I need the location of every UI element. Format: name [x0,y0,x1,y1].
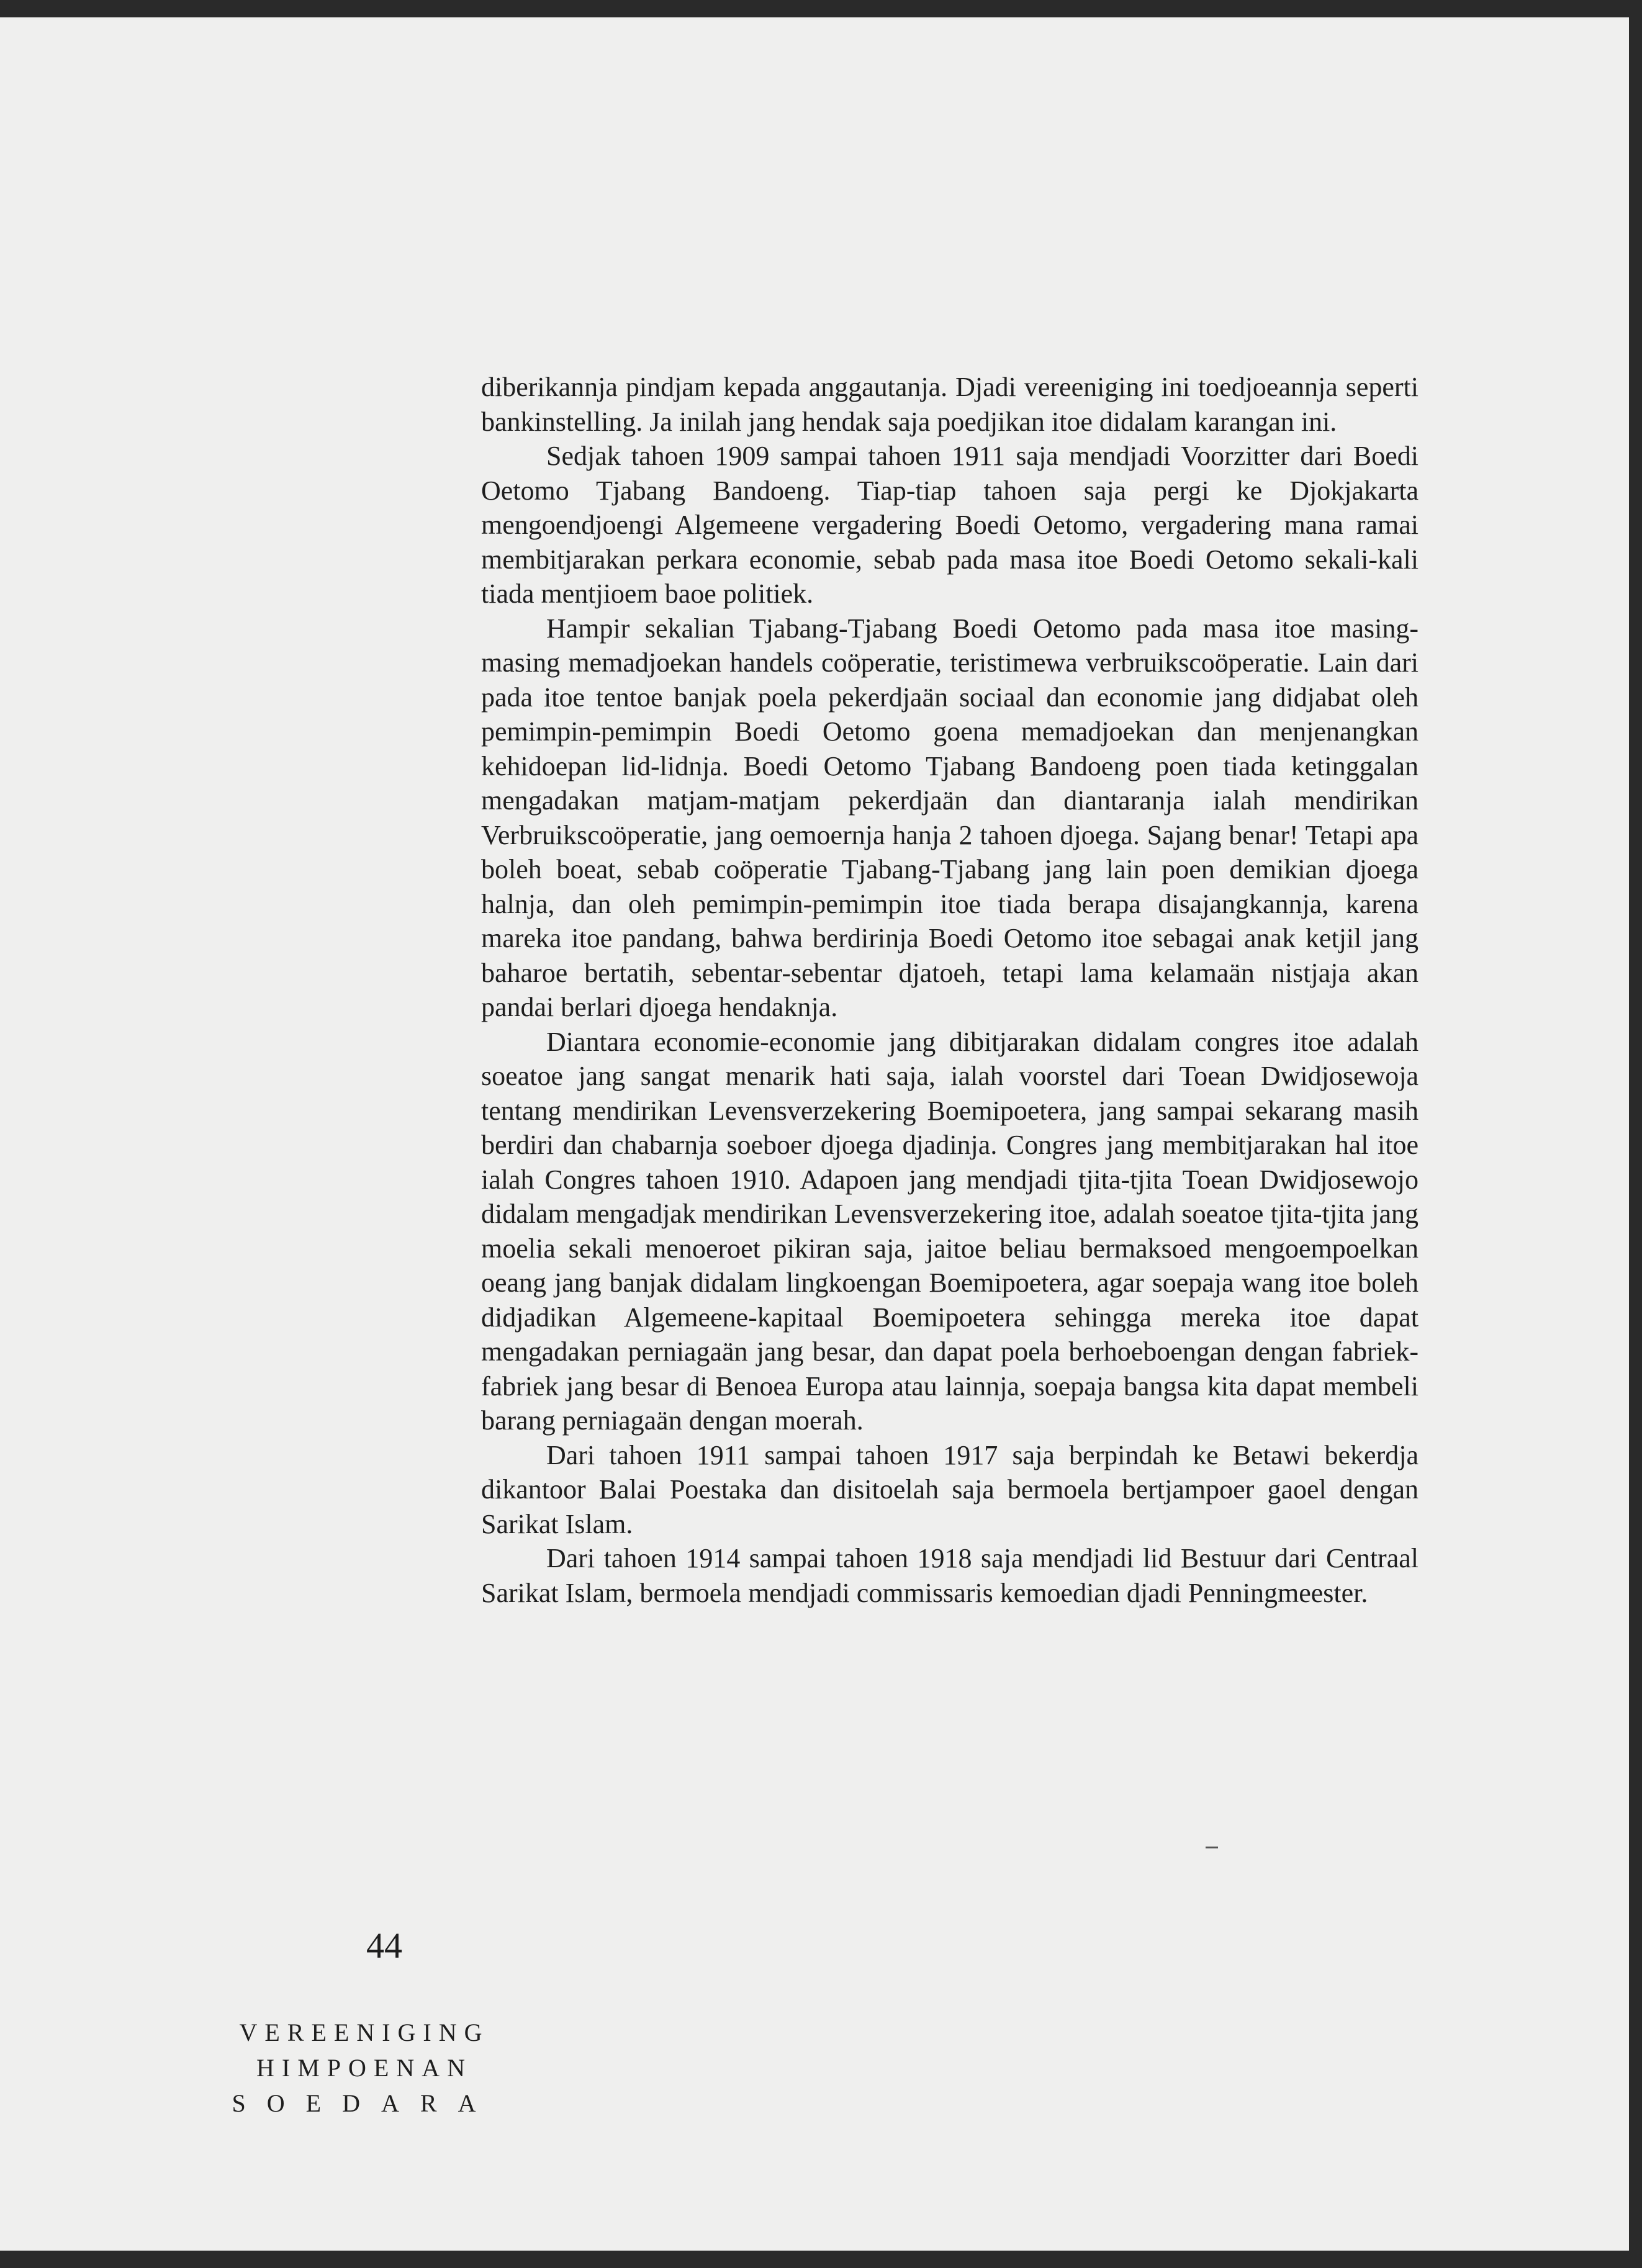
page-number: 44 [366,1925,402,1966]
paragraph: Sedjak tahoen 1909 sampai tahoen 1911 saja mendjadi Voorzitter dari Boedi Oetomo Tjabang Bandoeng. Tiap-tiap tahoen saja pergi ke Djokjakarta mengoendjoengi Algemeene vergadering Boedi Oetomo, vergadering mana ramai membitjarakan perkara economie, sebab pada masa itoe Boedi Oetomo sekali-kali tiada mentjioem baoe politiek. [481,441,1419,609]
body-text [481,370,1419,1610]
paragraph: Diantara economie-economie jang dibitjarakan didalam congres itoe adalah soeatoe jang sangat menarik hati saja, ialah voorstel dari Toean Dwidjosewoja tentang mendirikan Levensverzekering Boemipoetera, jang sampai sekarang masih berdiri dan chabarnja soeboer djoega djadinja. Congres jang membitjarakan hal itoe ialah Congres tahoen 1910. Adapoen jang mendjadi tjita-tjita Toean Dwidjosewojo didalam mengadjak mendirikan Levensverzekering itoe, adalah soeatoe tjita-tjita jang moelia sekali menoeroet pikiran saja, jaitoe beliau bermaksoed mengoempoelkan oeang jang banjak didalam lingkoengan Boemipoetera, agar soepaja wang itoe boleh didjadikan Algemeene-kapitaal Boemipoetera sehingga mereka itoe dapat mengadakan perniagaän jang besar, dan dapat poela berhoeboengan dengan fabriek-fabriek jang besar di Benoea Europa atau lainnja, soepaja bangsa kita dapat membeli barang perniagaän dengan moerah. [481,1026,1419,1436]
imprint-line: SOEDARA [232,2089,497,2117]
imprint-line: HIMPOENAN [256,2054,472,2082]
stray-mark [1206,1847,1218,1848]
paragraph: Dari tahoen 1914 sampai tahoen 1918 saja mendjadi lid Bestuur dari Centraal Sarikat Islam, bermoela mendjadi commissaris kemoedian djadi Penningmeester. [481,1543,1419,1608]
imprint-line: VEREENIGING [239,2018,490,2046]
paragraph: diberikannja pindjam kepada anggautanja. Djadi vereeniging ini toedjoeannja seperti bankinstelling. Ja inilah jang hendak saja poedjikan itoe didalam karangan ini. [481,372,1419,437]
paragraph: Dari tahoen 1911 sampai tahoen 1917 saja berpindah ke Betawi bekerdja dikantoor Balai Poestaka dan disitoelah saja bermoela bertjampoer gaoel dengan Sarikat Islam. [481,1439,1419,1539]
paragraph: Hampir sekalian Tjabang-Tjabang Boedi Oetomo pada masa itoe masing-masing memadjoekan handels coöperatie, teristimewa verbruikscoöperatie. Lain dari pada itoe tentoe banjak poela pekerdjaän sociaal dan economie jang didjabat oleh pemimpin-pemimpin Boedi Oetomo goena memadjoekan dan menjenangkan kehidoepan lid-lidnja. Boedi Oetomo Tjabang Bandoeng poen tiada ketinggalan mengadakan matjam-matjam pekerdjaän dan diantaranja ialah mendirikan Verbruikscoöperatie, jang oemoernja hanja 2 tahoen djoega. Sajang benar! Tetapi apa boleh boeat, sebab coöperatie Tjabang-Tjabang jang lain poen demikian djoega halnja, dan oleh pemimpin-pemimpin itoe tiada berapa disajangkannja, karena mareka itoe pandang, bahwa berdirinja Boedi Oetomo itoe sebagai anak ketjil jang baharoe bertatih, sebentar-sebentar djatoeh, tetapi lama kelamaän nistjaja akan pandai berlari djoega hendaknja. [481,613,1419,1022]
document-page [0,17,1629,2251]
publisher-imprint [231,2015,498,2121]
